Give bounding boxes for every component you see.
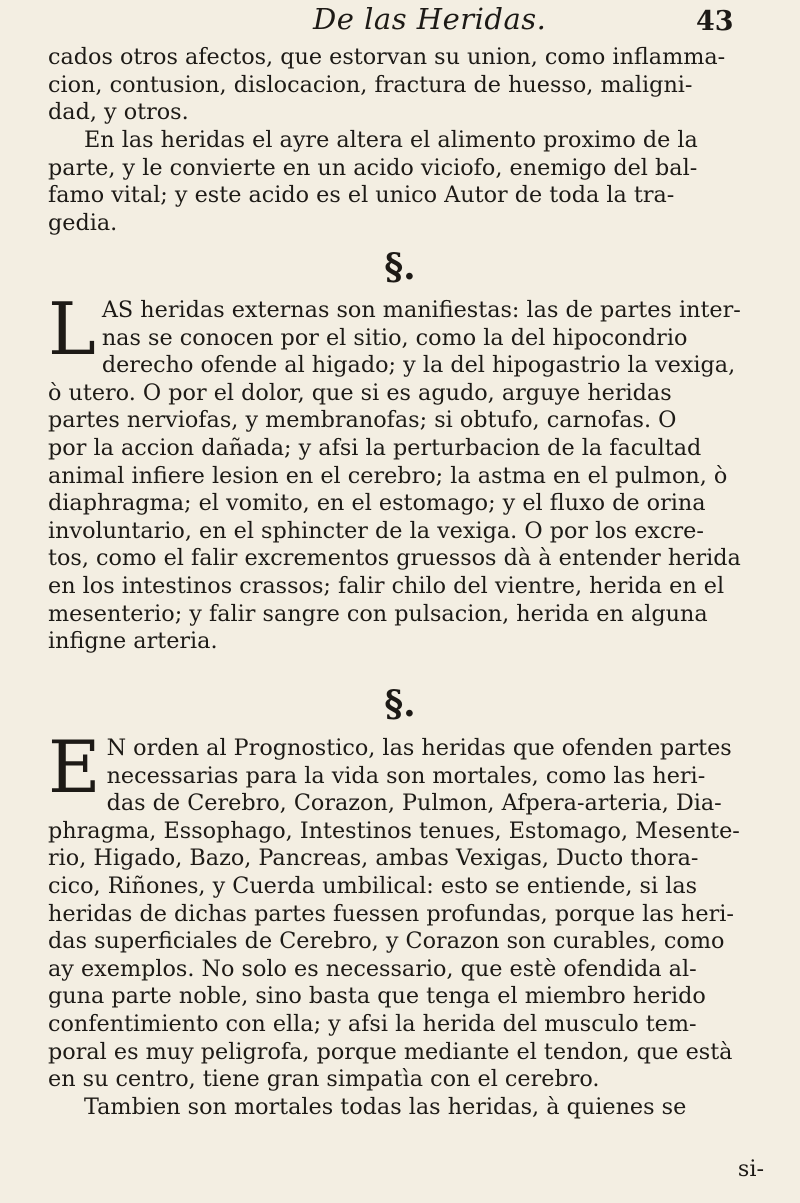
section-mark: §. — [384, 683, 416, 725]
catchword: si- — [737, 1156, 764, 1182]
text-line: partes nerviofas, y membranofas; si obtufo, carnofas. O — [48, 407, 677, 434]
drop-cap: E — [48, 735, 101, 809]
text-line: guna parte noble, sino basta que tenga el miembro herido — [48, 983, 706, 1010]
text-line: heridas de dichas partes fuessen profundas, porque las heri- — [48, 900, 734, 927]
text-line: poral es muy peligrofa, porque mediante el tendon, que està — [48, 1038, 733, 1065]
text-line: ò utero. O por el dolor, que si es agudo, arguye heridas — [48, 379, 672, 406]
catchword-line — [48, 1156, 768, 1184]
text-line: AS heridas externas son manifiestas: las de partes inter- — [101, 297, 741, 323]
text-line: infigne arteria. — [48, 628, 218, 655]
text-line: En las heridas el ayre altera el alimento proximo de la — [84, 127, 698, 153]
text-line: por la accion dañada; y afsi la perturbacion de la facultad — [48, 434, 702, 461]
text-line: ay exemplos. No solo es necessario, que estè ofendida al- — [48, 955, 697, 982]
text-line: dad, y otros. — [48, 99, 189, 126]
text-line: confentimiento con ella; y afsi la herida del musculo tem- — [48, 1010, 697, 1037]
text-line: famo vital; y este acido es el unico Autor de toda la tra- — [48, 182, 675, 209]
text-line: das de Cerebro, Corazon, Pulmon, Afpera-arteria, Dia- — [106, 790, 722, 817]
text-line: Tambien son mortales todas las heridas, à quienes se — [84, 1093, 687, 1120]
text-line: derecho ofende al higado; y la del hipogastrio la vexiga, — [101, 352, 736, 379]
paragraph-3 — [48, 297, 768, 656]
text-line: das superficiales de Cerebro, y Corazon son curables, como — [48, 928, 725, 955]
text-line: cados otros afectos, que estorvan su union, como inflamma- — [48, 44, 726, 70]
text-line: en los intestinos crassos; falir chilo del vientre, herida en el — [48, 572, 725, 599]
text-line: necessarias para la vida son mortales, como las heri- — [106, 762, 706, 789]
drop-cap: L — [48, 297, 96, 371]
running-head: De las Heridas. — [313, 2, 547, 36]
text-line: rio, Higado, Bazo, Pancreas, ambas Vexigas, Ducto thora- — [48, 845, 699, 872]
text-line: cion, contusion, dislocacion, fractura de huesso, maligni- — [48, 71, 693, 98]
text-line: phragma, Essophago, Intestinos tenues, Estomago, Mesente- — [48, 817, 740, 844]
text-line: tos, como el falir excrementos gruessos dà à entender herida — [48, 545, 741, 572]
text-line: nas se conocen por el sitio, como la del hipocondrio — [101, 324, 688, 351]
text-line: mesenterio; y falir sangre con pulsacion, herida en alguna — [48, 600, 708, 627]
text-line: gedia. — [48, 209, 118, 236]
text-line: cico, Riñones, y Cuerda umbilical: esto se entiende, si las — [48, 872, 698, 899]
text-line: involuntario, en el sphincter de la vexiga. O por los excre- — [48, 517, 704, 544]
text-line: parte, y le convierte en un acido viciofo, enemigo del bal- — [48, 154, 698, 181]
page-header — [0, 2, 800, 42]
paragraph-2 — [48, 127, 768, 237]
text-line: diaphragma; el vomito, en el estomago; y el fluxo de orina — [48, 490, 706, 517]
section-mark: §. — [384, 246, 416, 288]
paragraph-1 — [48, 44, 768, 127]
text-line: animal infiere lesion en el cerebro; la astma en el pulmon, ò — [48, 462, 728, 489]
text-line: en su centro, tiene gran simpatìa con el cerebro. — [48, 1066, 600, 1093]
paragraph-4 — [48, 735, 768, 1121]
page-number: 43 — [696, 6, 734, 37]
text-line: N orden al Prognostico, las heridas que ofenden partes — [106, 735, 732, 761]
